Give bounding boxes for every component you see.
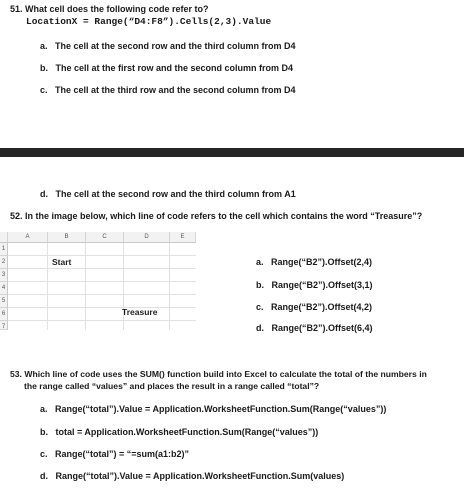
grid-line (85, 243, 86, 330)
question-51-text: 51. What cell does the following code refer to? (10, 4, 209, 14)
question-53-line-1: 53. Which line of code uses the SUM() function build into Excel to calculate the total of the numbers in (10, 369, 427, 379)
row-header-7: 7 (0, 321, 8, 330)
option-letter: b. (256, 280, 264, 290)
option-letter: d. (40, 471, 48, 481)
q53-option-c (40, 449, 189, 459)
select-all-corner (0, 232, 8, 243)
cell-start: Start (52, 257, 72, 267)
option-letter: a. (256, 257, 264, 267)
row-header-1: 1 (0, 243, 8, 256)
option-text: Range(“total”).Value = Application.WorksheetFunction.Sum(values) (55, 471, 345, 481)
row-header-4: 4 (0, 282, 8, 295)
grid-line (8, 281, 196, 282)
page-divider (0, 148, 464, 157)
option-text: The cell at the second row and the third column from D4 (55, 41, 296, 51)
column-header-a: A (8, 232, 48, 243)
grid-line (8, 255, 196, 256)
grid-line (47, 243, 48, 330)
option-letter: b. (40, 427, 48, 437)
row-header-2: 2 (0, 256, 8, 269)
option-text: Range(“B2”).Offset(4,2) (271, 302, 373, 312)
option-letter: c. (40, 85, 48, 95)
option-letter: d. (256, 323, 264, 333)
column-header-d: D (124, 232, 170, 243)
q51-option-c (40, 85, 296, 95)
option-text: The cell at the second row and the third column from A1 (55, 189, 296, 199)
column-header-b: B (48, 232, 86, 243)
option-text: Range(“total”) = “=sum(a1:b2)” (55, 449, 190, 459)
question-51-code: LocationX = Range(“D4:F8”).Cells(2,3).Value (26, 16, 272, 27)
question-52-text: 52. In the image below, which line of code refers to the cell which contains the word “Treasure”? (10, 211, 423, 221)
spreadsheet-image (0, 232, 196, 330)
column-header-c: C (86, 232, 124, 243)
option-text: Range(“total”).Value = Application.WorksheetFunction.Sum(Range(“values”)) (55, 404, 387, 414)
row-header-5: 5 (0, 295, 8, 308)
grid-line (169, 243, 170, 330)
q53-option-d (40, 471, 344, 481)
option-letter: c. (256, 302, 264, 312)
option-letter: c. (40, 449, 48, 459)
q51-option-a (40, 41, 296, 51)
q52-option-b (256, 280, 373, 290)
option-text: Range(“B2”).Offset(6,4) (271, 323, 373, 333)
q51-option-b (40, 63, 293, 73)
grid-line (8, 307, 196, 308)
question-53-line-2: the range called “values” and places the result in a range called “total”? (24, 381, 320, 391)
q52-option-d (256, 323, 373, 333)
row-header-6: 6 (0, 308, 8, 321)
option-text: The cell at the first row and the second column from D4 (55, 63, 294, 73)
option-letter: a. (40, 41, 48, 51)
grid-line (8, 320, 196, 321)
option-text: Range(“B2”).Offset(3,1) (271, 280, 373, 290)
q51-option-d (40, 189, 296, 199)
column-header-e: E (170, 232, 196, 243)
cell-treasure: Treasure (122, 307, 158, 317)
option-letter: a. (40, 404, 48, 414)
q52-option-c (256, 302, 372, 312)
grid-line (8, 268, 196, 269)
option-text: The cell at the third row and the second column from D4 (55, 85, 296, 95)
q53-option-a (40, 404, 386, 414)
row-header-3: 3 (0, 269, 8, 282)
q52-option-a (256, 257, 372, 267)
option-letter: d. (40, 189, 48, 199)
option-text: Range(“B2”).Offset(2,4) (271, 257, 373, 267)
grid-line (8, 294, 196, 295)
option-letter: b. (40, 63, 48, 73)
q53-option-b (40, 427, 318, 437)
option-text: total = Application.WorksheetFunction.Sum(Range(“values”)) (55, 427, 319, 437)
